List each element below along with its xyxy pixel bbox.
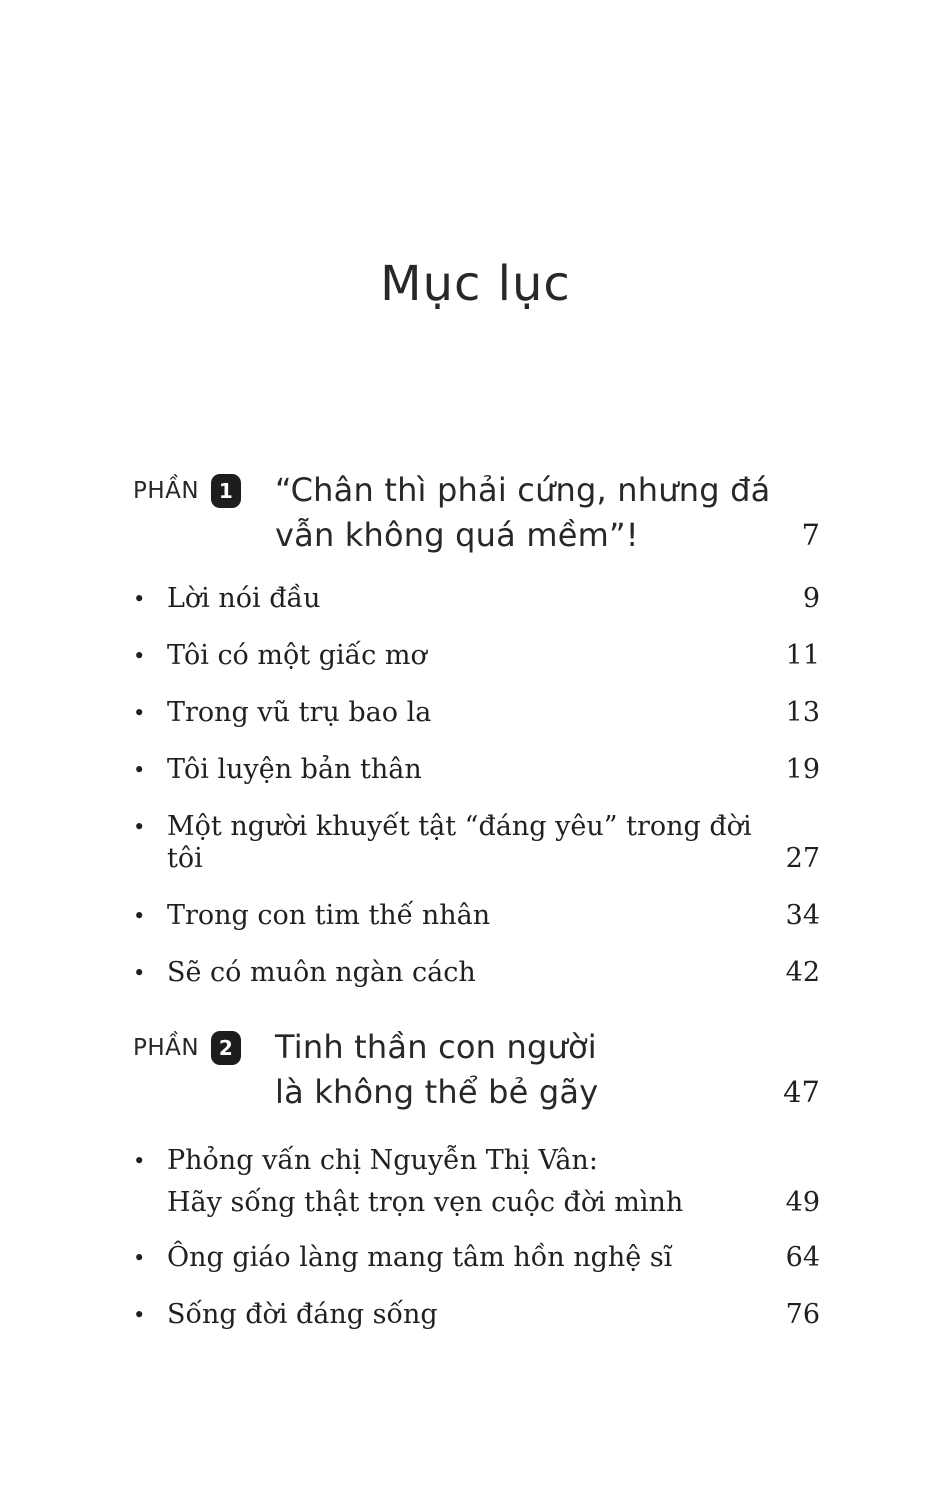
section-1 [133,468,820,989]
item-title: Tôi luyện bản thân [167,754,422,785]
item-page-number: 9 [802,583,820,614]
bullet-icon: • [133,815,146,839]
item-title: Trong vũ trụ bao la [167,697,432,728]
section-title-line: Tinh thần con người [275,1028,597,1066]
section-title-line: “Chân thì phải cứng, nhưng đá [275,471,771,509]
item-title: Trong con tim thế nhân [167,900,491,931]
section-number-badge: 1 [211,474,241,508]
section-title-line: vẫn không quá mềm”! [275,516,639,554]
section-1-label [133,468,275,513]
bullet-icon: • [133,1246,146,1270]
section-1-item-list [133,583,820,989]
toc-item [133,640,820,672]
item-page-number: 19 [785,754,820,785]
item-title: Ông giáo làng mang tâm hồn nghệ sĩ [167,1242,673,1273]
item-page-number: 13 [785,697,820,728]
bullet-icon: • [133,587,146,611]
toc-content [0,312,951,1331]
bullet-icon: • [133,961,146,985]
item-title: Sống đời đáng sống [167,1299,438,1330]
toc-item [133,697,820,729]
section-title-line: là không thể bẻ gãy [275,1073,599,1111]
item-title-line: Phỏng vấn chị Nguyễn Thị Vân: [167,1145,598,1176]
bullet-icon: • [133,1303,146,1327]
section-2-label [133,1025,275,1070]
item-page-number: 64 [785,1242,820,1273]
page-title: Mục lục [380,256,571,312]
item-title-line: Hãy sống thật trọn vẹn cuộc đời mình [167,1187,684,1218]
section-2 [133,1025,820,1331]
section-number-badge: 2 [211,1031,241,1065]
item-page-number: 27 [785,843,820,874]
item-page-number: 11 [785,640,820,671]
section-1-title [275,468,788,558]
bullet-icon: • [133,758,146,782]
section-2-item-list [133,1140,820,1331]
toc-item [133,583,820,615]
toc-item [133,1140,820,1224]
item-title: Sẽ có muôn ngàn cách [167,957,476,988]
toc-item [133,1299,820,1331]
item-title: Tôi có một giấc mơ [167,640,427,671]
bullet-icon: • [133,904,146,928]
section-page-number: 47 [783,1075,820,1109]
item-title: Một người khuyết tật “đáng yêu” trong đời tôi [167,811,752,874]
section-label-text: PHẦN [133,477,200,504]
section-1-header [133,468,820,558]
bullet-icon: • [133,644,146,668]
toc-item [133,754,820,786]
section-label-text: PHẦN [133,1034,200,1061]
item-page-number: 34 [785,900,820,931]
toc-item [133,811,820,875]
item-page-number: 42 [785,957,820,988]
section-page-number: 7 [801,518,820,552]
toc-item [133,900,820,932]
section-2-header [133,1025,820,1115]
item-title: Lời nói đầu [167,583,321,614]
item-title [167,1140,772,1224]
item-page-number: 76 [785,1299,820,1330]
bullet-icon: • [133,701,146,725]
bullet-icon: • [133,1149,146,1173]
section-2-title [275,1025,769,1115]
toc-item [133,1242,820,1274]
toc-item [133,957,820,989]
item-page-number: 49 [785,1187,820,1218]
